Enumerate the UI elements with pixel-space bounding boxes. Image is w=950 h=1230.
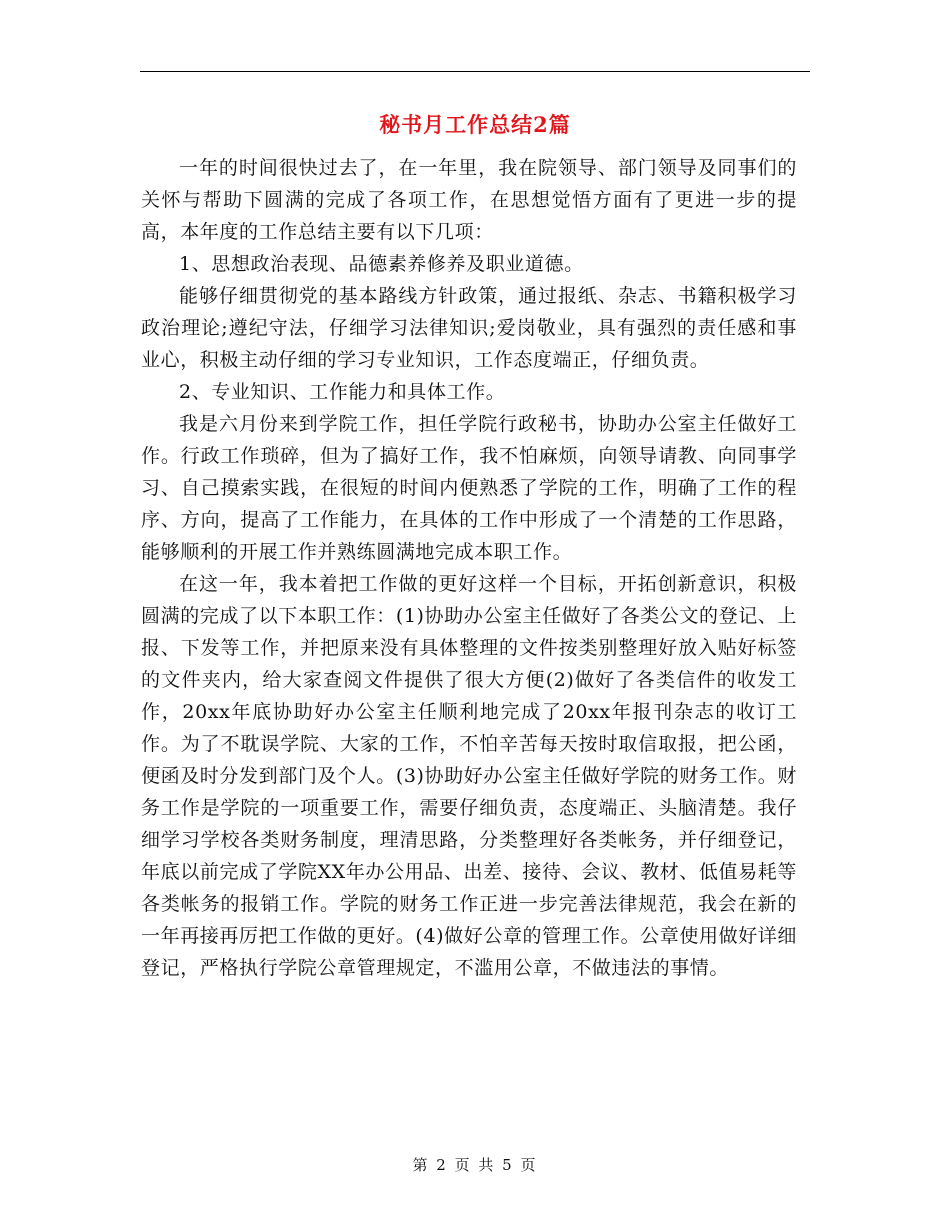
document-body xyxy=(141,152,797,984)
paragraph-intro: 一年的时间很快过去了，在一年里，我在院领导、部门领导及同事们的关怀与帮助下圆满的完成了各项工作，在思想觉悟方面有了更进一步的提高，本年度的工作总结主要有以下几项： xyxy=(141,157,797,243)
page-number-footer: 第 2 页 共 5 页 xyxy=(412,1156,538,1174)
section-heading-1: 1、思想政治表现、品德素养修养及职业道德。 xyxy=(179,253,584,275)
paragraph-duties: 在这一年，我本着把工作做的更好这样一个目标，开拓创新意识，积极圆满的完成了以下本职工作：(1)协助办公室主任做好了各类公文的登记、上报、下发等工作，并把原来没有具体整理的文件按类别整理好放入贴好标签的文件夹内，给大家查阅文件提供了很大方便(2)做好了各类信件的收发工作，20xx年底协助好办公室主任顺利地完成了20xx年报刊杂志的收订工作。为了不耽误学院、大家的工作，不怕辛苦每天按时取信取报，把公函，便函及时分发到部门及个人。(3)协助好办公室主任做好学院的财务工作。财务工作是学院的一项重要工作，需要仔细负责，态度端正、头脑清楚。我仔细学习学校各类财务制度，理清思路，分类整理好各类帐务，并仔细登记，年底以前完成了学院XX年办公用品、出差、接待、会议、教材、低值易耗等各类帐务的报销工作。学院的财务工作正进一步完善法律规范，我会在新的一年再接再厉把工作做的更好。(4)做好公章的管理工作。公章使用做好详细登记，严格执行学院公章管理规定，不滥用公章，不做违法的事情。 xyxy=(141,573,797,979)
header-rule xyxy=(140,71,810,72)
section-heading-2: 2、专业知识、工作能力和具体工作。 xyxy=(179,381,506,403)
document-title: 秘书月工作总结2篇 xyxy=(379,112,571,137)
paragraph-section-1: 能够仔细贯彻党的基本路线方针政策，通过报纸、杂志、书籍积极学习政治理论;遵纪守法，仔细学习法律知识;爱岗敬业，具有强烈的责任感和事业心，积极主动仔细的学习专业知识，工作态度端正，仔细负责。 xyxy=(141,285,797,371)
paragraph-section-2: 我是六月份来到学院工作，担任学院行政秘书，协助办公室主任做好工作。行政工作琐碎，但为了搞好工作，我不怕麻烦，向领导请教、向同事学习、自己摸索实践，在很短的时间内便熟悉了学院的工作，明确了工作的程序、方向，提高了工作能力，在具体的工作中形成了一个清楚的工作思路，能够顺利的开展工作并熟练圆满地完成本职工作。 xyxy=(141,413,797,563)
